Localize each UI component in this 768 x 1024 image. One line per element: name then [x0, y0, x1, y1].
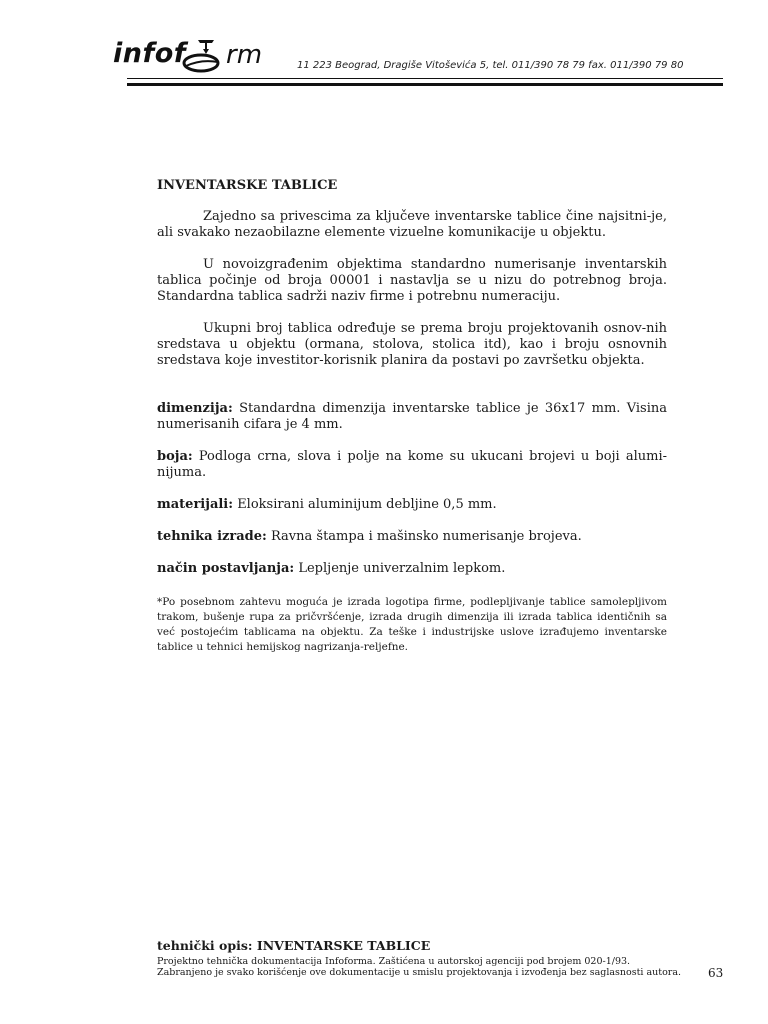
footer-title: tehnički opis: INVENTARSKE TABLICE: [157, 938, 431, 953]
spec-text: Eloksirani aluminijum debljine 0,5 mm.: [237, 497, 497, 512]
document-body: [157, 178, 667, 655]
document-title: INVENTARSKE TABLICE: [157, 178, 338, 193]
footnote: *Po posebnom zahtevu moguća je izrada logotipa firme, podlepljivanje tablice samolepljivom trakom, bušenje rupa za pričvršćenje, izrada drugih dimenzija ili izrada tablica identičnih sa već postojećim tablicama na objektu. Za teške i industrijske uslove izrađujemo inventarske tablice u tehnici hemijskog nagrizanja-reljefne.: [157, 596, 667, 653]
spec-label: tehnika izrade:: [157, 529, 267, 544]
paragraph-2: U novoizgrađenim objektima standardno numerisanje inventarskih tablica počinje od broja 00001 i nastavlja se u nizu do potrebnog broja. Standardna tablica sadrži naziv firme i potrebnu numeraciju.: [157, 257, 667, 304]
logo-text-left: infof: [113, 38, 187, 69]
page-header: [0, 0, 768, 100]
paragraph-1: Zajedno sa privescima za ključeve inventarske tablice čine najsitni-je, ali svakako nezaobilazne elemente vizuelne komunikacije u objektu.: [157, 209, 667, 240]
spec-dimension: [157, 401, 667, 433]
page-number: 63: [708, 966, 724, 980]
spacer: [157, 385, 667, 401]
spec-label: dimenzija:: [157, 401, 233, 416]
logo-text-right: rm: [226, 40, 263, 70]
logo-mark-icon: [178, 38, 226, 74]
paragraph-3: Ukupni broj tablica određuje se prema broju projektovanih osnov-nih sredstava u objektu (ormana, stolova, stolica itd), kao i broju osnovnih sredstava koje investitor-korisnik planira da postavi po završetku objekta.: [157, 321, 667, 368]
spec-text: Podloga crna, slova i polje na kome su ukucani brojevi u boji alumi-nijuma.: [157, 449, 668, 480]
footer-disclaimer: Zabranjeno je svako korišćenje ove dokumentacije u smislu projektovanja i izvođenja bez saglasnosti autora.: [157, 967, 682, 978]
spec-text: Ravna štampa i mašinsko numerisanje brojeva.: [270, 529, 582, 544]
spec-label: način postavljanja:: [157, 561, 295, 576]
spec-mounting: [157, 561, 667, 577]
company-address: 11 223 Beograd, Dragiše Vitoševića 5, tel. 011/390 78 79 fax. 011/390 79 80: [297, 60, 684, 71]
spec-text: Lepljenje univerzalnim lepkom.: [298, 561, 506, 576]
spec-materials: [157, 497, 667, 513]
spec-label: boja:: [157, 449, 193, 464]
spec-technique: [157, 529, 667, 545]
spec-color: [157, 449, 667, 481]
footer-copyright: Projektno tehnička dokumentacija Infoforma. Zaštićena u autorskoj agenciji pod brojem 020-1/93.: [157, 956, 631, 967]
header-rule-thick: [127, 83, 723, 86]
spec-text: Standardna dimenzija inventarske tablice je 36x17 mm. Visina numerisanih cifara je 4 mm.: [157, 401, 667, 432]
page-footer: [157, 938, 727, 978]
header-rule-thin: [127, 78, 723, 79]
spec-label: materijali:: [157, 497, 234, 512]
